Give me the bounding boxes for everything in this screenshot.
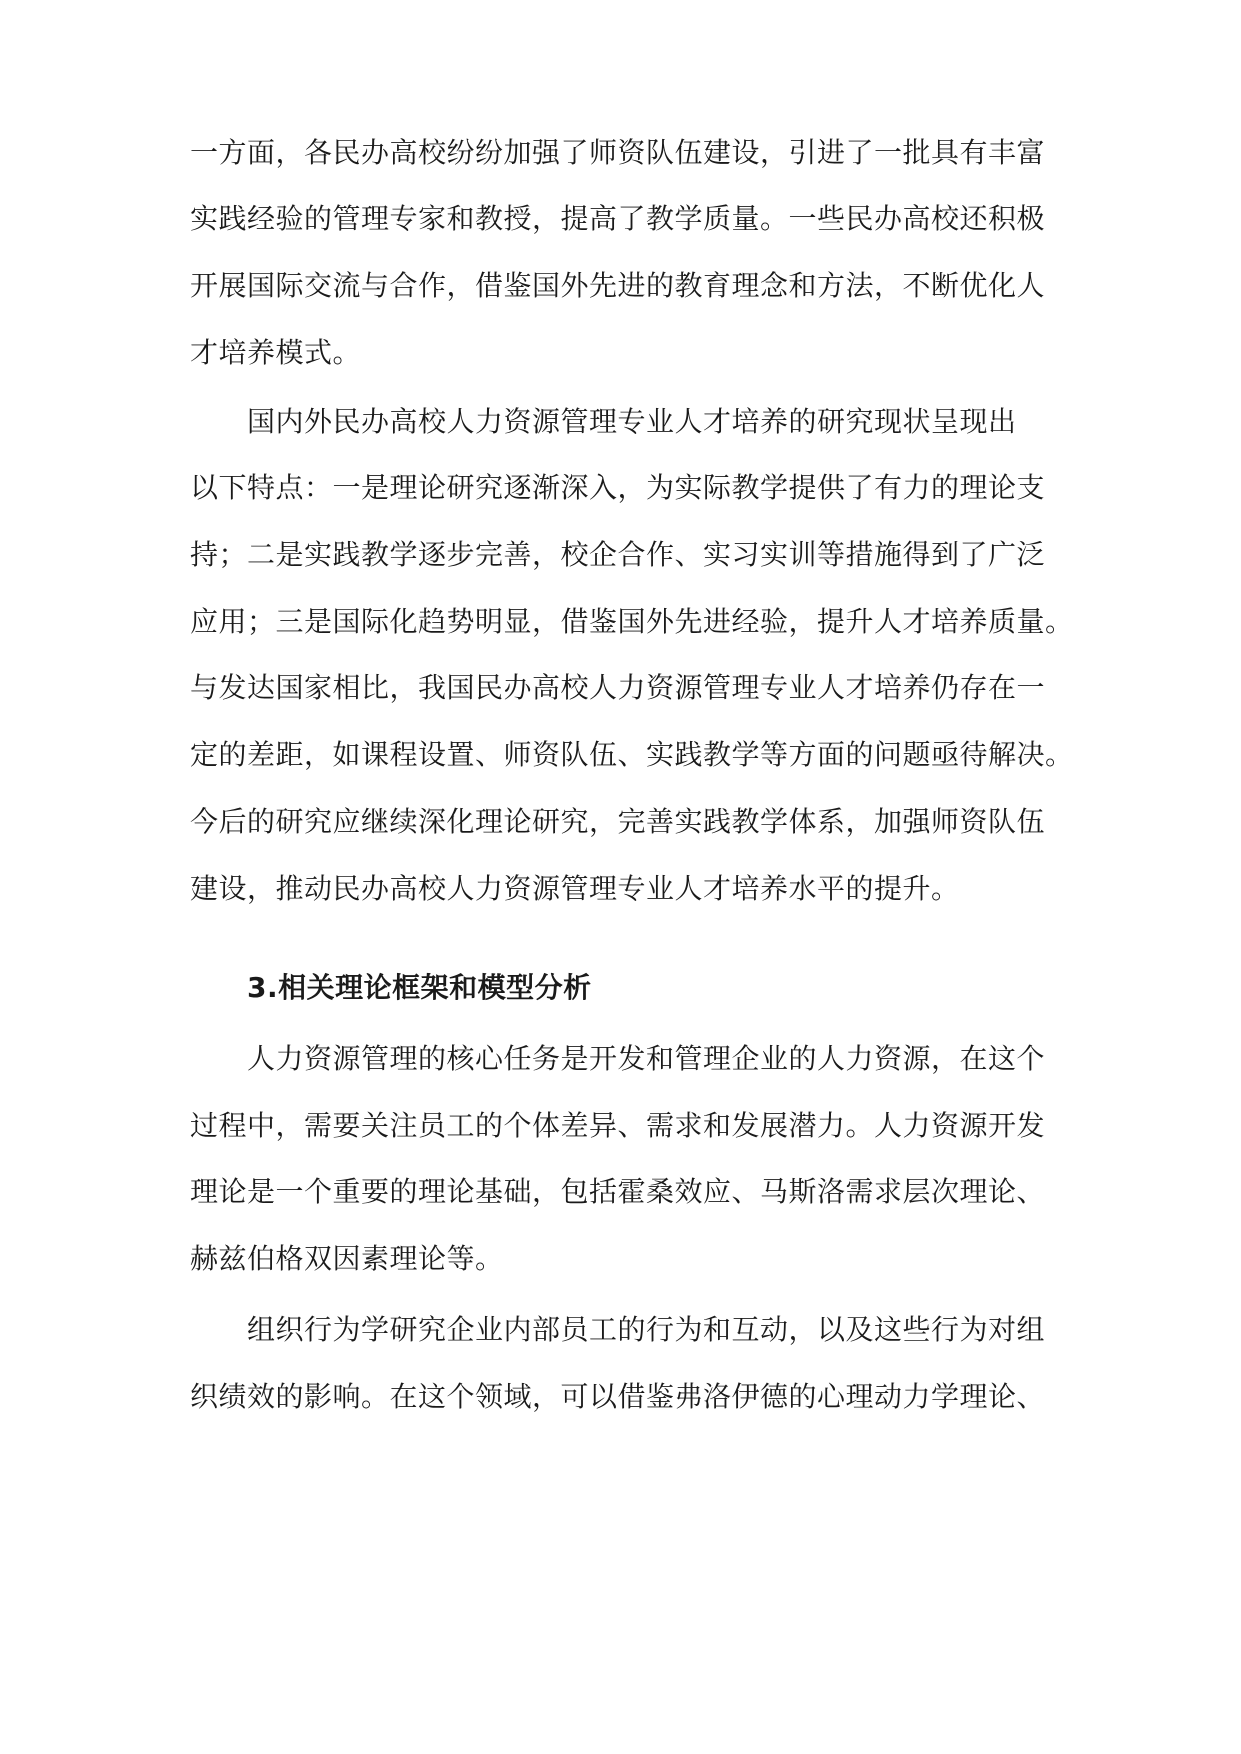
paragraph-line: 今后的研究应继续深化理论研究，完善实践教学体系，加强师资队伍 [190,805,1046,838]
paragraph-line: 以下特点：一是理论研究逐渐深入，为实际教学提供了有力的理论支 [190,471,1046,504]
paragraph-line: 实践经验的管理专家和教授，提高了教学质量。一些民办高校还积极 [190,202,1046,235]
paragraph-line: 织绩效的影响。在这个领域，可以借鉴弗洛伊德的心理动力学理论、 [190,1380,1046,1413]
paragraph-line: 应用；三是国际化趋势明显，借鉴国外先进经验，提升人才培养质量。 [190,605,1074,638]
paragraph-line: 与发达国家相比，我国民办高校人力资源管理专业人才培养仍存在一 [190,671,1046,704]
paragraph-line: 过程中，需要关注员工的个体差异、需求和发展潜力。人力资源开发 [190,1109,1046,1142]
paragraph-line: 国内外民办高校人力资源管理专业人才培养的研究现状呈现出 [247,405,1017,438]
paragraph-line: 一方面，各民办高校纷纷加强了师资队伍建设，引进了一批具有丰富 [190,136,1046,169]
paragraph-line: 赫兹伯格双因素理论等。 [190,1242,504,1275]
paragraph-line: 人力资源管理的核心任务是开发和管理企业的人力资源，在这个 [247,1042,1046,1075]
paragraph-line: 开展国际交流与合作，借鉴国外先进的教育理念和方法，不断优化人 [190,269,1046,302]
section-heading: 3.相关理论框架和模型分析 [247,971,592,1004]
paragraph-line: 定的差距，如课程设置、师资队伍、实践教学等方面的问题亟待解决。 [190,738,1074,771]
paragraph-line: 组织行为学研究企业内部员工的行为和互动，以及这些行为对组 [247,1313,1046,1346]
paragraph-line: 建设，推动民办高校人力资源管理专业人才培养水平的提升。 [190,872,960,905]
paragraph-line: 理论是一个重要的理论基础，包括霍桑效应、马斯洛需求层次理论、 [190,1175,1046,1208]
paragraph-line: 才培养模式。 [190,336,362,369]
paragraph-line: 持；二是实践教学逐步完善，校企合作、实习实训等措施得到了广泛 [190,538,1046,571]
